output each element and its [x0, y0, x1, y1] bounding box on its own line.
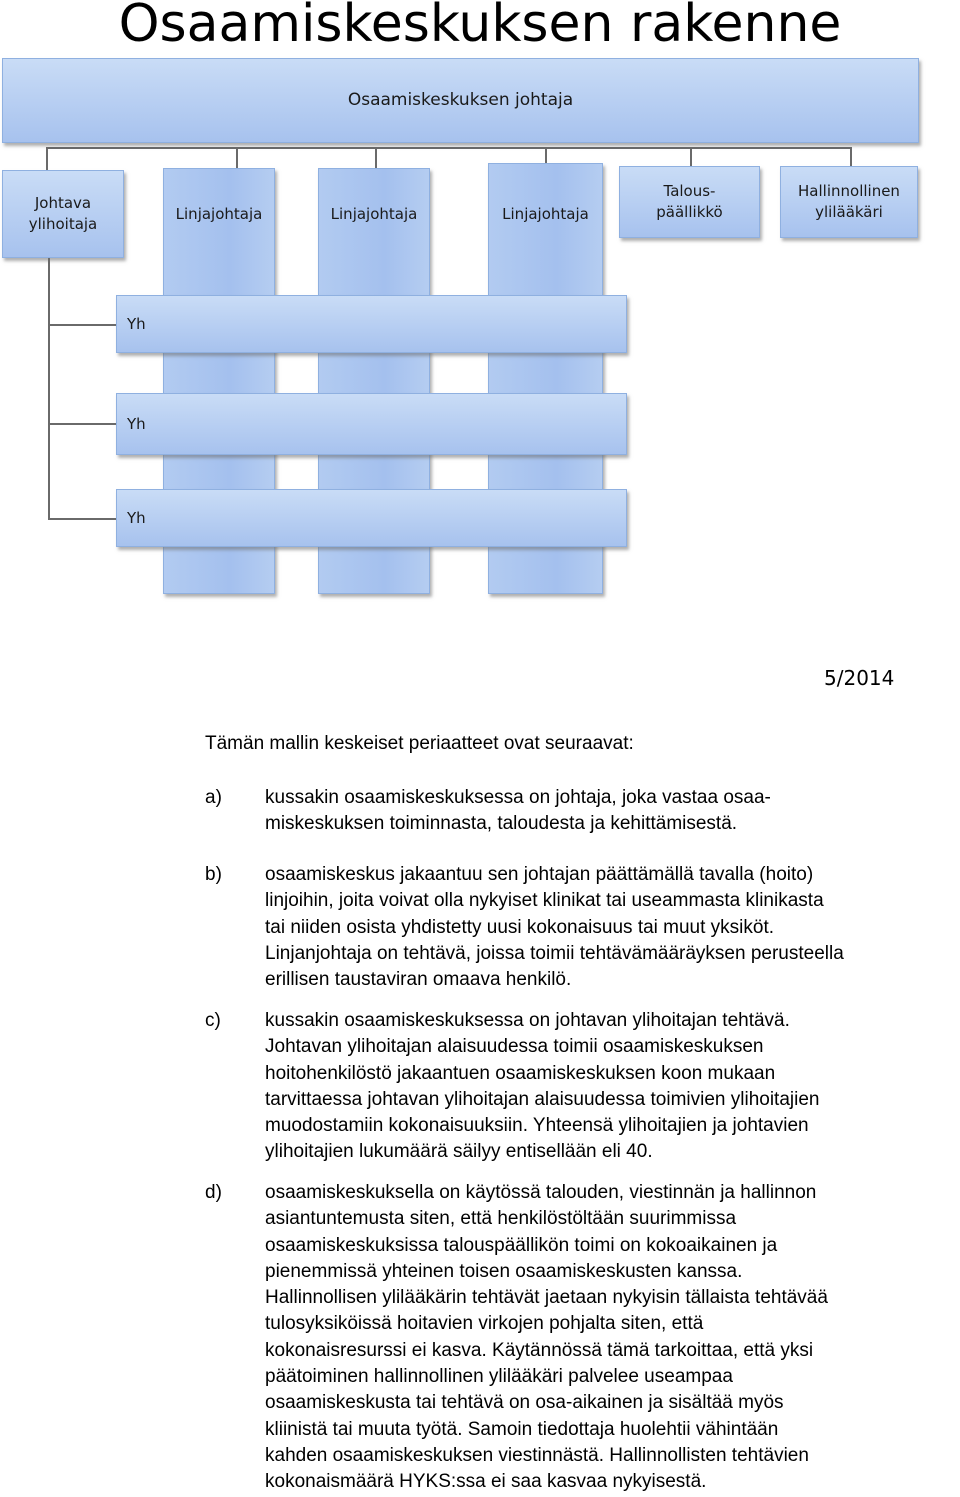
intro-text: Tämän mallin keskeiset periaatteet ovat seuraavat:	[205, 733, 634, 754]
role-box-talouspaallikko	[619, 166, 760, 238]
role-box-linjajohtaja	[163, 168, 275, 260]
item-line: kliinistä tai muuta työtä. Samoin tiedottaja huolehtii vähintään	[265, 1418, 779, 1440]
item-line: tai niiden osista yhdistetty uusi kokonaisuus tai muut yksiköt.	[265, 916, 775, 938]
connector-line	[46, 147, 48, 171]
role-label: Linjajohtaja	[330, 204, 418, 223]
connector-line	[850, 147, 852, 167]
unit-label: Yh	[127, 508, 146, 527]
role-label: Johtava	[34, 194, 92, 212]
item-line: hoitohenkilöstö jakaantuen osaamiskeskuksen koon mukaan	[265, 1062, 776, 1084]
role-label: ylilääkäri	[815, 203, 883, 221]
item-line: miskeskuksen toiminnasta, taloudesta ja kehittämisestä.	[265, 813, 738, 835]
item-line: tulosyksiköissä hoitavien virkojen pohjalta siten, että	[265, 1313, 704, 1335]
item-line: Johtavan ylihoitajan alaisuudessa toimii osaamiskeskuksen	[265, 1036, 764, 1058]
item-line: asiantuntemusta siten, että henkilöstöltään suurimmissa	[265, 1208, 737, 1230]
date-label: 5/2014	[824, 666, 895, 690]
item-line: pienemmissä yhteinen toisen osaamiskeskusten kanssa.	[265, 1260, 743, 1282]
role-label: Talous-	[663, 182, 716, 200]
unit-label: Yh	[127, 414, 146, 433]
role-label: Linjajohtaja	[502, 204, 589, 223]
item-label: b)	[205, 864, 222, 885]
connector-line	[48, 258, 50, 520]
page-title: Osaamiskeskuksen rakenne	[118, 0, 842, 54]
unit-label: Yh	[127, 314, 146, 333]
role-box-hallinnollinen-ylilaakari	[780, 166, 918, 238]
item-line: kahden osaamiskeskuksen viestinnästä. Hallinnollisten tehtävien	[265, 1444, 809, 1466]
item-line: Hallinnollisen ylilääkärin tehtävät jaetaan nykyisin tällaista tehtävää	[265, 1287, 828, 1309]
item-line: kokonaisresurssi ei kasva. Käytännössä tämä tarkoittaa, että yksi	[265, 1339, 814, 1361]
connector-line	[48, 423, 116, 425]
item-line: tarvittaessa johtavan ylihoitajan alaisuudessa toimivien ylihoitajien	[265, 1088, 820, 1110]
item-label: c)	[205, 1010, 221, 1031]
role-label: Linjajohtaja	[175, 204, 263, 223]
item-line: osaamiskeskusta tai tehtävä on osa-aikainen ja sisältää myös	[265, 1392, 784, 1414]
role-label: Hallinnollinen	[798, 182, 900, 200]
item-label: d)	[205, 1182, 222, 1203]
role-box-johtava-ylihoitaja	[2, 170, 124, 258]
item-line: Linjanjohtaja on tehtävä, joissa toimii tehtävämääräyksen perusteella	[265, 942, 844, 964]
connector-line	[48, 518, 116, 520]
item-line: päätoiminen hallinnollinen ylilääkäri palvelee useampaa	[265, 1366, 733, 1388]
item-line: erillisen taustaviran omaava henkilö.	[265, 969, 572, 991]
item-line: osaamiskeskus jakaantuu sen johtajan päättämällä tavalla (hoito)	[265, 864, 814, 885]
role-box-linjajohtaja	[318, 168, 430, 260]
head-label: Osaamiskeskuksen johtaja	[347, 89, 574, 110]
item-line: kussakin osaamiskeskuksessa on johtavan ylihoitajan tehtävä.	[265, 1010, 790, 1031]
item-line: kokonaismäärä HYKS:ssa ei saa kasvaa nykyisestä.	[265, 1471, 707, 1493]
item-line: osaamiskeskuksella on käytössä talouden, viestinnän ja hallinnon	[265, 1182, 817, 1203]
connector-line	[46, 147, 851, 149]
unit-row	[116, 295, 627, 353]
item-line: linjoihin, joita voivat olla nykyiset klinikat tai useammasta klinikasta	[265, 890, 824, 912]
item-label: a)	[205, 787, 222, 808]
connector-line	[690, 147, 692, 167]
item-line: kussakin osaamiskeskuksessa on johtaja, joka vastaa osaa-	[265, 787, 771, 808]
unit-row	[116, 393, 627, 455]
item-line: ylihoitajien lukumäärä säilyy entisellään eli 40.	[265, 1141, 653, 1163]
unit-row	[116, 489, 627, 547]
role-label: ylihoitaja	[28, 215, 98, 233]
head-box	[2, 58, 919, 143]
item-line: muodostamiin kokonaisuuksiin. Yhteensä ylihoitajien ja johtavien	[265, 1115, 809, 1137]
role-box-linjajohtaja	[488, 163, 603, 265]
item-line: osaamiskeskuksissa talouspäällikön toimi on kokoaikainen ja	[265, 1234, 778, 1256]
role-label: päällikkö	[656, 203, 723, 221]
connector-line	[48, 324, 116, 326]
